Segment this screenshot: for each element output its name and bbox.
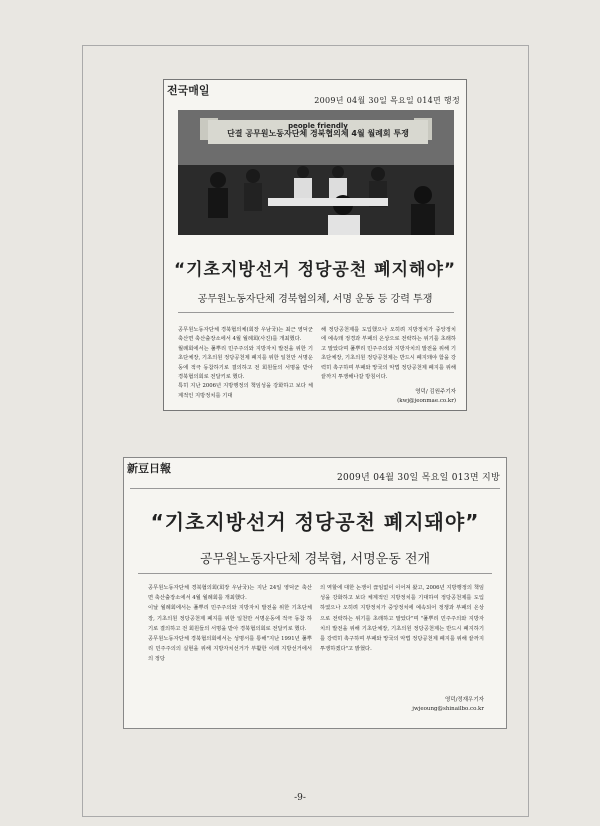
newspaper-name: 전국매일 [167,84,210,97]
byline: 영덕/정재우기자 jwjeoung@shinailbo.co.kr [412,697,484,712]
headline: “기초지방선거 정당공천 폐지돼야” [150,510,480,534]
article-column-left: 공무원노동자단체 경북협의회(회장 우남국)는 지난 24일 영덕군 축산면 축산출장소에서 4월 월례회를 개최했다. 이날 월례회에서는 풀뿌리 민주주의와 지방자치 발전을 위한 기초단체장, 기초의원 정당공천제 폐지를 위한 일천만 서명운동에 적극 동참 하기로 결의하고 전 회원들의 서명을 받아 경북협의회로 전달키로 했다. 공무원노동자단체 경북협의회에서는 성명서를 통해"지난 1991년 풀뿌리 민주주의의 실현을 위해 지방자치선거가 부활한 이래 지방선거에서의 정당 [148,585,312,663]
dateline: 2009년 04월 30일 목요일 014면 행정 [314,96,460,105]
page-number: -9- [294,793,306,803]
article-column-left: 공무원노동자단체 경북협의체(회장 우남국)는 최근 영덕군 축산면 축산출장소에서 4월 월례회(사진)를 개최했다. 월례회에서는 풀뿌리 민주주의와 지방자치 발전을 위한 기초단체장, 기초의원 정당공천제 폐지를 위한 일천만 서명운동에 적극 동참하기로 결의하고 전 회원들의 서명을 받아 경북협의회로 전달키로 했다. 특히 지난 2006년 지방행정의 책임성을 강화하고 보다 체계적인 지방정치를 기대 [178,327,313,399]
byline: 영덕/ 김원주기자 (kwj@jeonmae.co.kr) [397,389,456,404]
banner-right-slogan: 투쟁 [393,129,409,138]
reporter-email: (kwj@jeonmae.co.kr) [397,398,456,404]
newspaper-name: 新豆日報 [127,462,171,475]
dateline: 2009년 04월 30일 목요일 013면 지방 [336,473,500,483]
banner-left-slogan: 단결 [227,129,243,138]
divider-top [130,488,500,489]
event-photo [178,110,454,235]
reporter-email: jwjeoung@shinailbo.co.kr [412,706,484,712]
news-clipping-1 [163,79,467,411]
article-column-right: 해 정당공천제를 도입했으나 오히려 지방정치가 중앙정치에 예속돼 정경과 부패의 온상으로 전락하는 위기를 초래하고 말았다며 풀뿌리 민주주의와 지방자치의 발전을 위해 기초단체장, 기초의원 정당공천제는 반드시 폐지돼야 함을 강력히 촉구하며 부패와 망국의 악법 정당공천제 폐지를 위해 끝까지 투쟁해나갈 방침이다. [321,327,456,381]
headline: “기초지방선거 정당공천 폐지해야” [173,260,457,280]
news-clipping-2 [123,457,507,729]
article-column-right: 의 역할에 대한 논쟁이 끊임없이 이어져 왔고, 2006년 지방행정의 책임성을 강화하고 보다 체계적인 지방정치를 기대하여 정당공천제를 도입하였으나 오히려 지방정치가 중앙정치에 예속되어 정쟁과 부패의 온상으로 전락하는 위기를 초래하고 말았다"며 "풀뿌리 민주주의와 지방자치의 발전을 위해 기초단체장, 기초의원 정당공천제는 반드시 폐지하기를 강력히 촉구하며 부패와 망국의 악법 정당공천제 폐지를 위해 끝까지 투쟁하겠다"고 밝혔다. [320,585,484,653]
banner-title: 공무원노동자단체 경북협의체 4월 월례회 [245,129,391,138]
subheadline: 공무원노동자단체 경북협의체, 서명 운동 등 강력 투쟁 [197,294,433,305]
divider [178,312,454,313]
event-banner: people friendly 단결 공무원노동자단체 경북협의체 4월 월례회 투쟁 [208,120,428,144]
divider [138,573,492,574]
subheadline: 공무원노동자단체 경북협, 서명운동 전개 [199,552,430,567]
